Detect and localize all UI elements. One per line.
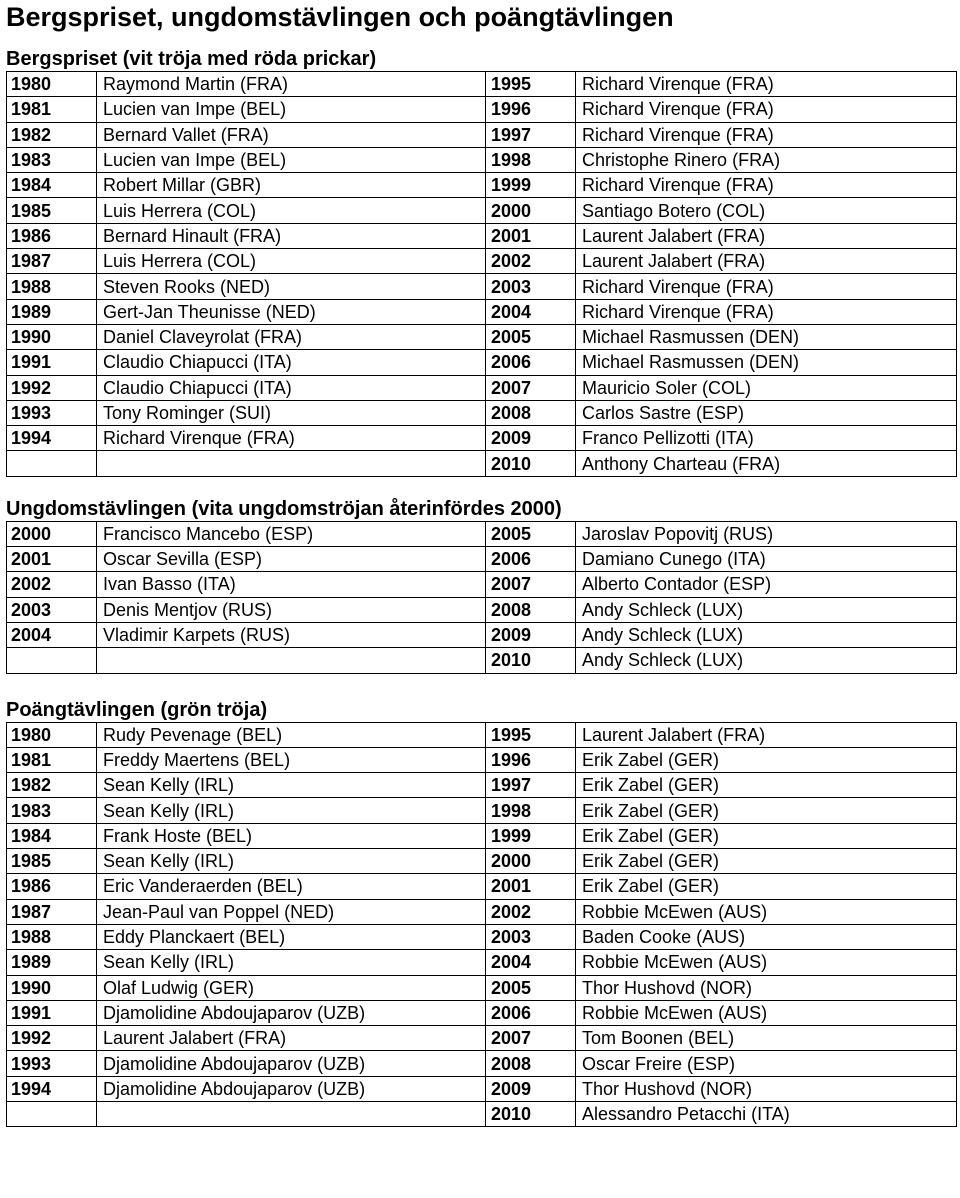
winner-cell: Steven Rooks (NED) bbox=[97, 274, 486, 299]
winner-cell: Erik Zabel (GER) bbox=[576, 773, 957, 798]
winner-cell: Alberto Contador (ESP) bbox=[576, 572, 957, 597]
winner-cell: Frank Hoste (BEL) bbox=[97, 823, 486, 848]
table-row bbox=[7, 299, 957, 324]
winner-cell: Olaf Ludwig (GER) bbox=[97, 975, 486, 1000]
table-points bbox=[6, 722, 957, 1128]
year-cell: 1981 bbox=[7, 747, 97, 772]
year-cell: 2002 bbox=[486, 899, 576, 924]
year-cell: 1990 bbox=[7, 324, 97, 349]
winner-cell: Claudio Chiapucci (ITA) bbox=[97, 375, 486, 400]
year-cell: 1992 bbox=[7, 1026, 97, 1051]
table-row bbox=[7, 622, 957, 647]
winner-cell: Ivan Basso (ITA) bbox=[97, 572, 486, 597]
winner-cell: Andy Schleck (LUX) bbox=[576, 622, 957, 647]
year-cell: 2010 bbox=[486, 451, 576, 476]
year-cell: 2003 bbox=[486, 274, 576, 299]
year-cell: 2000 bbox=[486, 849, 576, 874]
year-cell: 2009 bbox=[486, 1076, 576, 1101]
winner-cell: Laurent Jalabert (FRA) bbox=[576, 249, 957, 274]
year-cell: 2004 bbox=[7, 622, 97, 647]
table-row bbox=[7, 1026, 957, 1051]
year-cell: 1996 bbox=[486, 97, 576, 122]
year-cell: 1988 bbox=[7, 274, 97, 299]
winner-cell: Eddy Planckaert (BEL) bbox=[97, 924, 486, 949]
winner-cell: Erik Zabel (GER) bbox=[576, 747, 957, 772]
winner-cell: Richard Virenque (FRA) bbox=[576, 299, 957, 324]
winner-cell: Djamolidine Abdoujaparov (UZB) bbox=[97, 1076, 486, 1101]
table-row bbox=[7, 400, 957, 425]
year-cell bbox=[7, 648, 97, 673]
winner-cell: Richard Virenque (FRA) bbox=[576, 173, 957, 198]
winner-cell: Eric Vanderaerden (BEL) bbox=[97, 874, 486, 899]
year-cell: 2002 bbox=[7, 572, 97, 597]
year-cell: 1989 bbox=[7, 950, 97, 975]
winner-cell: Oscar Sevilla (ESP) bbox=[97, 547, 486, 572]
year-cell: 2007 bbox=[486, 572, 576, 597]
year-cell: 1984 bbox=[7, 823, 97, 848]
table-row bbox=[7, 249, 957, 274]
table-youth bbox=[6, 521, 957, 674]
table-row bbox=[7, 1076, 957, 1101]
year-cell: 1994 bbox=[7, 1076, 97, 1101]
year-cell: 1991 bbox=[7, 1000, 97, 1025]
year-cell: 1985 bbox=[7, 849, 97, 874]
section-title-mountains: Bergspriset (vit tröja med röda prickar) bbox=[6, 48, 377, 70]
winner-cell: Damiano Cunego (ITA) bbox=[576, 547, 957, 572]
winner-cell: Michael Rasmussen (DEN) bbox=[576, 324, 957, 349]
year-cell: 2006 bbox=[486, 350, 576, 375]
winner-cell: Richard Virenque (FRA) bbox=[576, 72, 957, 97]
winner-cell: Claudio Chiapucci (ITA) bbox=[97, 350, 486, 375]
year-cell: 2005 bbox=[486, 324, 576, 349]
year-cell: 2008 bbox=[486, 1051, 576, 1076]
winner-cell: Robbie McEwen (AUS) bbox=[576, 899, 957, 924]
winner-cell: Sean Kelly (IRL) bbox=[97, 798, 486, 823]
year-cell: 1992 bbox=[7, 375, 97, 400]
table-row bbox=[7, 122, 957, 147]
winner-cell: Laurent Jalabert (FRA) bbox=[576, 223, 957, 248]
table-row bbox=[7, 823, 957, 848]
winner-cell: Sean Kelly (IRL) bbox=[97, 950, 486, 975]
section-title-points: Poängtävlingen (grön tröja) bbox=[6, 698, 268, 721]
winner-cell: Jean-Paul van Poppel (NED) bbox=[97, 899, 486, 924]
year-cell: 1995 bbox=[486, 722, 576, 747]
year-cell: 2007 bbox=[486, 1026, 576, 1051]
year-cell: 2001 bbox=[486, 874, 576, 899]
table-row bbox=[7, 1101, 957, 1126]
winner-cell: Andy Schleck (LUX) bbox=[576, 648, 957, 673]
winner-cell: Santiago Botero (COL) bbox=[576, 198, 957, 223]
table-row bbox=[7, 597, 957, 622]
winner-cell: Baden Cooke (AUS) bbox=[576, 924, 957, 949]
winner-cell: Francisco Mancebo (ESP) bbox=[97, 521, 486, 546]
year-cell: 2006 bbox=[486, 1000, 576, 1025]
winner-cell: Laurent Jalabert (FRA) bbox=[97, 1026, 486, 1051]
winner-cell bbox=[97, 1101, 486, 1126]
winner-cell: Lucien van Impe (BEL) bbox=[97, 147, 486, 172]
winner-cell: Christophe Rinero (FRA) bbox=[576, 147, 957, 172]
winner-cell: Franco Pellizotti (ITA) bbox=[576, 426, 957, 451]
winner-cell: Mauricio Soler (COL) bbox=[576, 375, 957, 400]
winner-cell: Luis Herrera (COL) bbox=[97, 198, 486, 223]
table-row bbox=[7, 874, 957, 899]
table-row bbox=[7, 1000, 957, 1025]
table-row bbox=[7, 426, 957, 451]
year-cell: 1985 bbox=[7, 198, 97, 223]
year-cell: 2001 bbox=[486, 223, 576, 248]
winner-cell: Alessandro Petacchi (ITA) bbox=[576, 1101, 957, 1126]
year-cell: 1998 bbox=[486, 147, 576, 172]
winner-cell: Bernard Hinault (FRA) bbox=[97, 223, 486, 248]
year-cell: 1983 bbox=[7, 798, 97, 823]
year-cell: 2000 bbox=[7, 521, 97, 546]
table-row bbox=[7, 274, 957, 299]
winner-cell: Erik Zabel (GER) bbox=[576, 874, 957, 899]
table-mountains bbox=[6, 71, 957, 477]
year-cell: 2010 bbox=[486, 1101, 576, 1126]
year-cell: 1997 bbox=[486, 122, 576, 147]
winner-cell bbox=[97, 451, 486, 476]
table-row bbox=[7, 97, 957, 122]
winner-cell: Raymond Martin (FRA) bbox=[97, 72, 486, 97]
winner-cell: Rudy Pevenage (BEL) bbox=[97, 722, 486, 747]
winner-cell: Djamolidine Abdoujaparov (UZB) bbox=[97, 1000, 486, 1025]
year-cell: 2000 bbox=[486, 198, 576, 223]
table-row bbox=[7, 1051, 957, 1076]
table-row bbox=[7, 198, 957, 223]
winner-cell: Andy Schleck (LUX) bbox=[576, 597, 957, 622]
year-cell: 1997 bbox=[486, 773, 576, 798]
year-cell: 1993 bbox=[7, 1051, 97, 1076]
year-cell: 1998 bbox=[486, 798, 576, 823]
table-row bbox=[7, 849, 957, 874]
winner-cell: Anthony Charteau (FRA) bbox=[576, 451, 957, 476]
winner-cell bbox=[97, 648, 486, 673]
year-cell: 1999 bbox=[486, 173, 576, 198]
year-cell: 1980 bbox=[7, 72, 97, 97]
winner-cell: Tom Boonen (BEL) bbox=[576, 1026, 957, 1051]
table-row bbox=[7, 773, 957, 798]
year-cell bbox=[7, 451, 97, 476]
winner-cell: Tony Rominger (SUI) bbox=[97, 400, 486, 425]
year-cell: 1986 bbox=[7, 874, 97, 899]
winner-cell: Erik Zabel (GER) bbox=[576, 823, 957, 848]
winner-cell: Luis Herrera (COL) bbox=[97, 249, 486, 274]
winner-cell: Erik Zabel (GER) bbox=[576, 849, 957, 874]
year-cell: 1989 bbox=[7, 299, 97, 324]
table-row bbox=[7, 451, 957, 476]
table-row bbox=[7, 147, 957, 172]
year-cell: 2003 bbox=[486, 924, 576, 949]
table-row bbox=[7, 375, 957, 400]
winner-cell: Vladimir Karpets (RUS) bbox=[97, 622, 486, 647]
year-cell: 2009 bbox=[486, 622, 576, 647]
year-cell: 2006 bbox=[486, 547, 576, 572]
year-cell: 1995 bbox=[486, 72, 576, 97]
table-row bbox=[7, 747, 957, 772]
year-cell: 2001 bbox=[7, 547, 97, 572]
year-cell bbox=[7, 1101, 97, 1126]
winner-cell: Laurent Jalabert (FRA) bbox=[576, 722, 957, 747]
year-cell: 1993 bbox=[7, 400, 97, 425]
table-row bbox=[7, 975, 957, 1000]
table-row bbox=[7, 173, 957, 198]
year-cell: 1983 bbox=[7, 147, 97, 172]
table-row bbox=[7, 72, 957, 97]
winner-cell: Thor Hushovd (NOR) bbox=[576, 1076, 957, 1101]
table-row bbox=[7, 722, 957, 747]
table-row bbox=[7, 648, 957, 673]
year-cell: 1981 bbox=[7, 97, 97, 122]
winner-cell: Lucien van Impe (BEL) bbox=[97, 97, 486, 122]
table-row bbox=[7, 572, 957, 597]
year-cell: 2008 bbox=[486, 597, 576, 622]
year-cell: 2008 bbox=[486, 400, 576, 425]
year-cell: 1996 bbox=[486, 747, 576, 772]
year-cell: 1988 bbox=[7, 924, 97, 949]
table-row bbox=[7, 547, 957, 572]
winner-cell: Richard Virenque (FRA) bbox=[576, 274, 957, 299]
year-cell: 1984 bbox=[7, 173, 97, 198]
winner-cell: Jaroslav Popovitj (RUS) bbox=[576, 521, 957, 546]
year-cell: 2002 bbox=[486, 249, 576, 274]
winner-cell: Daniel Claveyrolat (FRA) bbox=[97, 324, 486, 349]
winner-cell: Richard Virenque (FRA) bbox=[576, 97, 957, 122]
year-cell: 2010 bbox=[486, 648, 576, 673]
winner-cell: Robbie McEwen (AUS) bbox=[576, 1000, 957, 1025]
year-cell: 2005 bbox=[486, 521, 576, 546]
winner-cell: Sean Kelly (IRL) bbox=[97, 849, 486, 874]
winner-cell: Erik Zabel (GER) bbox=[576, 798, 957, 823]
winner-cell: Richard Virenque (FRA) bbox=[576, 122, 957, 147]
winner-cell: Richard Virenque (FRA) bbox=[97, 426, 486, 451]
year-cell: 1999 bbox=[486, 823, 576, 848]
winner-cell: Oscar Freire (ESP) bbox=[576, 1051, 957, 1076]
year-cell: 2009 bbox=[486, 426, 576, 451]
table-row bbox=[7, 924, 957, 949]
winner-cell: Thor Hushovd (NOR) bbox=[576, 975, 957, 1000]
year-cell: 2003 bbox=[7, 597, 97, 622]
winner-cell: Bernard Vallet (FRA) bbox=[97, 122, 486, 147]
section-title-youth: Ungdomstävlingen (vita ungdomströjan återinfördes 2000) bbox=[6, 497, 562, 520]
year-cell: 1986 bbox=[7, 223, 97, 248]
year-cell: 1982 bbox=[7, 122, 97, 147]
winner-cell: Michael Rasmussen (DEN) bbox=[576, 350, 957, 375]
table-row bbox=[7, 899, 957, 924]
table-row bbox=[7, 324, 957, 349]
year-cell: 2005 bbox=[486, 975, 576, 1000]
table-row bbox=[7, 223, 957, 248]
winner-cell: Sean Kelly (IRL) bbox=[97, 773, 486, 798]
year-cell: 1991 bbox=[7, 350, 97, 375]
table-row bbox=[7, 521, 957, 546]
table-row bbox=[7, 950, 957, 975]
table-row bbox=[7, 798, 957, 823]
year-cell: 1980 bbox=[7, 722, 97, 747]
winner-cell: Gert-Jan Theunisse (NED) bbox=[97, 299, 486, 324]
year-cell: 1994 bbox=[7, 426, 97, 451]
page-title: Bergspriset, ungdomstävlingen och poängtävlingen bbox=[6, 2, 674, 32]
winner-cell: Robbie McEwen (AUS) bbox=[576, 950, 957, 975]
table-row bbox=[7, 350, 957, 375]
winner-cell: Denis Mentjov (RUS) bbox=[97, 597, 486, 622]
year-cell: 1987 bbox=[7, 899, 97, 924]
winner-cell: Carlos Sastre (ESP) bbox=[576, 400, 957, 425]
winner-cell: Robert Millar (GBR) bbox=[97, 173, 486, 198]
year-cell: 1987 bbox=[7, 249, 97, 274]
winner-cell: Freddy Maertens (BEL) bbox=[97, 747, 486, 772]
year-cell: 1982 bbox=[7, 773, 97, 798]
year-cell: 1990 bbox=[7, 975, 97, 1000]
year-cell: 2004 bbox=[486, 299, 576, 324]
year-cell: 2004 bbox=[486, 950, 576, 975]
winner-cell: Djamolidine Abdoujaparov (UZB) bbox=[97, 1051, 486, 1076]
year-cell: 2007 bbox=[486, 375, 576, 400]
